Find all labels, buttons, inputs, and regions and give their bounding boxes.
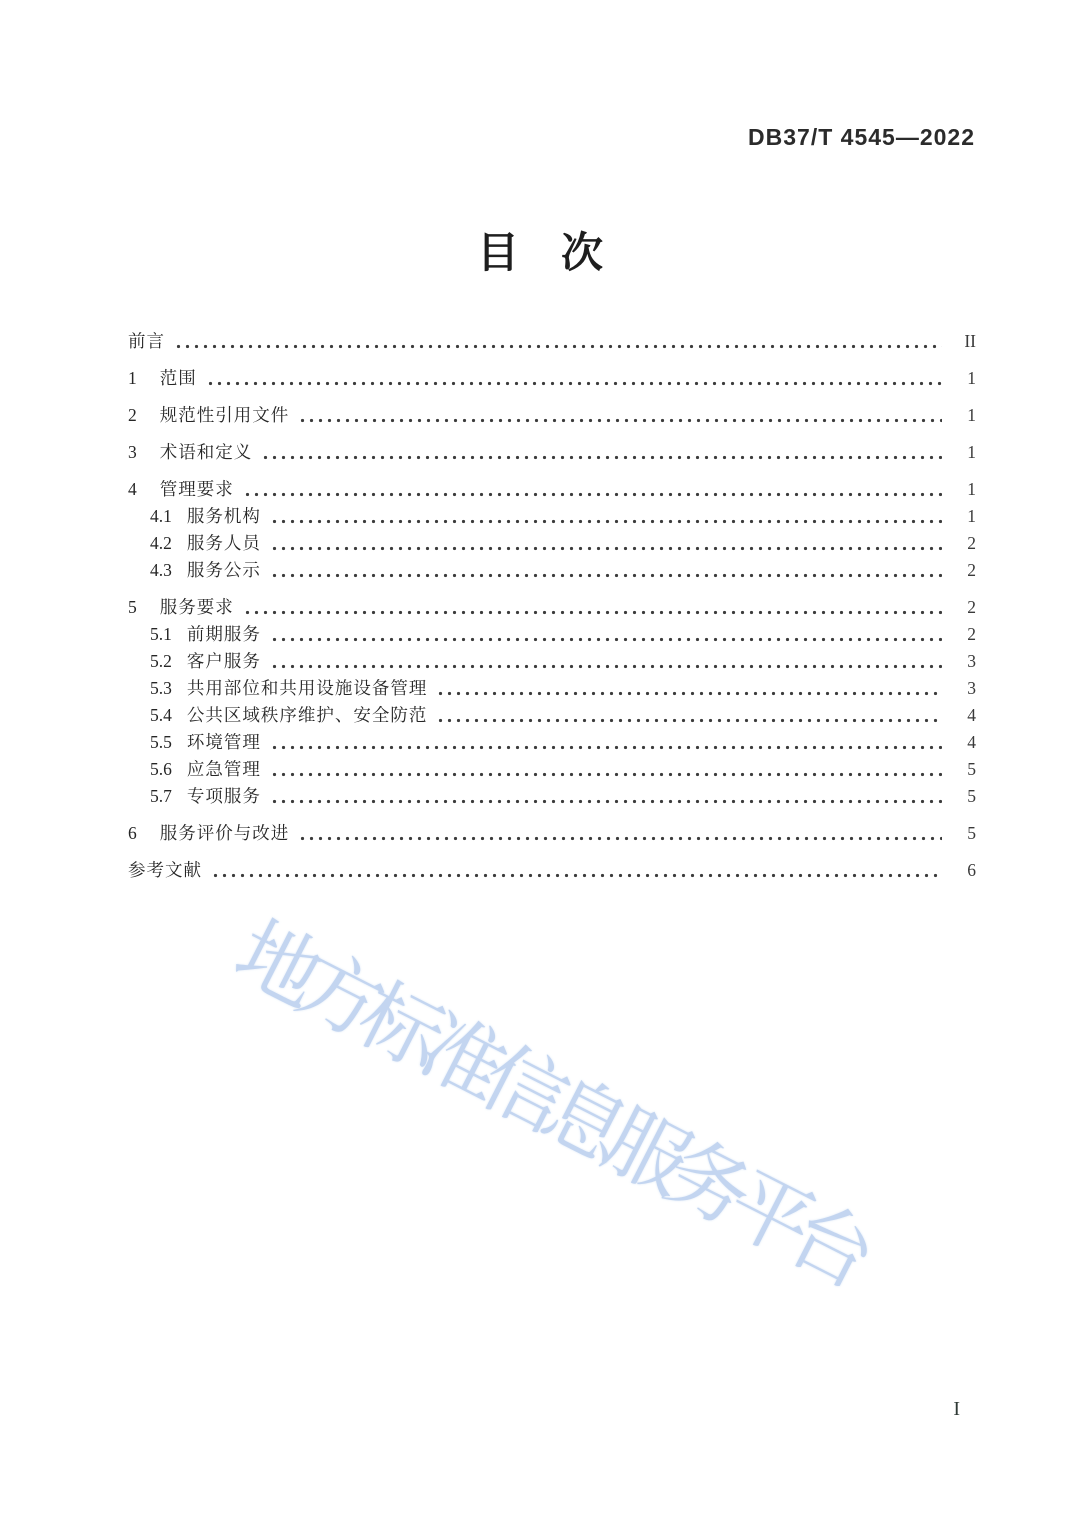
toc-entry-label: 服务要求: [159, 597, 234, 617]
toc-entry: [128, 648, 976, 675]
toc-leader-dots: [174, 328, 942, 355]
toc-entry: [128, 402, 976, 429]
page-title: 目 次: [476, 229, 603, 276]
toc-leader-dots: [270, 557, 942, 584]
toc-entry-page: 2: [967, 560, 976, 580]
toc-entry-page: 6: [967, 860, 976, 880]
toc-entry: [128, 503, 976, 530]
toc-entry: [128, 557, 976, 584]
toc-entry-label: 管理要求: [159, 479, 234, 499]
toc-entry-number: 1: [128, 368, 137, 388]
toc-leader-dots: [436, 675, 942, 702]
toc-entry-page: II: [964, 331, 976, 351]
toc-entry: [128, 328, 976, 355]
toc-entry-number: 5.1: [150, 624, 172, 644]
toc-entry-label: 专项服务: [186, 786, 261, 806]
toc-entry-page: 1: [967, 442, 976, 462]
toc-entry-page: 1: [967, 368, 976, 388]
toc-entry-page: 4: [967, 705, 976, 725]
toc-leader-dots: [270, 621, 942, 648]
toc-leader-dots: [243, 476, 942, 503]
toc-entry-label: 共用部位和共用设施设备管理: [186, 678, 428, 698]
toc-entry-page: 5: [967, 759, 976, 779]
toc-entry-number: 5.4: [150, 705, 172, 725]
toc-entry: [128, 365, 976, 392]
toc-entry-page: 1: [967, 405, 976, 425]
toc-entry: [128, 476, 976, 503]
toc-entry-number: 4.3: [150, 560, 172, 580]
toc-leader-dots: [270, 503, 942, 530]
toc-entry-page: 2: [967, 533, 976, 553]
toc-entry-label: 客户服务: [186, 651, 261, 671]
toc-entry: [128, 702, 976, 729]
toc-entry-page: 4: [967, 732, 976, 752]
toc-entry: [128, 756, 976, 783]
toc-entry-label: 公共区域秩序维护、安全防范: [186, 705, 428, 725]
toc-entry-number: 4: [128, 479, 137, 499]
toc-entry-label: 服务评价与改进: [159, 823, 290, 843]
table-of-contents: [128, 318, 976, 884]
toc-entry: [128, 857, 976, 884]
toc-entry: [128, 675, 976, 702]
toc-entry-label: 环境管理: [186, 732, 261, 752]
toc-entry-number: 2: [128, 405, 137, 425]
toc-leader-dots: [270, 729, 942, 756]
toc-entry-number: 6: [128, 823, 137, 843]
toc-leader-dots: [206, 365, 942, 392]
platform-watermark: 地方标准信息服务平台: [221, 905, 878, 1301]
toc-entry-page: 1: [967, 479, 976, 499]
toc-entry-label: 前言: [128, 331, 165, 351]
toc-leader-dots: [298, 402, 942, 429]
toc-leader-dots: [270, 530, 942, 557]
toc-entry: [128, 820, 976, 847]
toc-leader-dots: [436, 702, 942, 729]
toc-entry-page: 3: [967, 651, 976, 671]
toc-entry-label: 服务公示: [186, 560, 261, 580]
toc-entry-number: 5.5: [150, 732, 172, 752]
toc-entry: [128, 783, 976, 810]
toc-entry-label: 范围: [159, 368, 197, 388]
toc-entry-page: 2: [967, 624, 976, 644]
toc-entry: [128, 530, 976, 557]
toc-entry-number: 5.3: [150, 678, 172, 698]
toc-leader-dots: [270, 783, 942, 810]
toc-entry-label: 参考文献: [128, 860, 202, 880]
footer-page-number: I: [953, 1398, 960, 1420]
toc-entry-page: 3: [967, 678, 976, 698]
toc-entry-number: 4.2: [150, 533, 172, 553]
toc-entry-label: 服务机构: [186, 506, 261, 526]
toc-entry-page: 2: [967, 597, 976, 617]
toc-leader-dots: [243, 594, 942, 621]
toc-entry-number: 5.7: [150, 786, 172, 806]
toc-entry-page: 5: [967, 823, 976, 843]
toc-entry-label: 应急管理: [186, 759, 261, 779]
toc-entry-number: 5: [128, 597, 137, 617]
toc-entry-label: 规范性引用文件: [159, 405, 290, 425]
toc-entry-label: 术语和定义: [159, 442, 253, 462]
toc-entry: [128, 439, 976, 466]
toc-entry-label: 服务人员: [186, 533, 261, 553]
toc-entry-number: 5.2: [150, 651, 172, 671]
toc-leader-dots: [270, 648, 942, 675]
doc-number: DB37/T 4545—2022: [748, 124, 975, 150]
toc-leader-dots: [261, 439, 942, 466]
toc-entry: [128, 621, 976, 648]
toc-leader-dots: [270, 756, 942, 783]
toc-entry-number: 5.6: [150, 759, 172, 779]
toc-entry-page: 1: [967, 506, 976, 526]
toc-leader-dots: [211, 857, 942, 884]
toc-leader-dots: [298, 820, 942, 847]
toc-entry-page: 5: [967, 786, 976, 806]
toc-entry-label: 前期服务: [186, 624, 261, 644]
toc-entry: [128, 594, 976, 621]
toc-entry: [128, 729, 976, 756]
toc-entry-number: 3: [128, 442, 137, 462]
toc-entry-number: 4.1: [150, 506, 172, 526]
